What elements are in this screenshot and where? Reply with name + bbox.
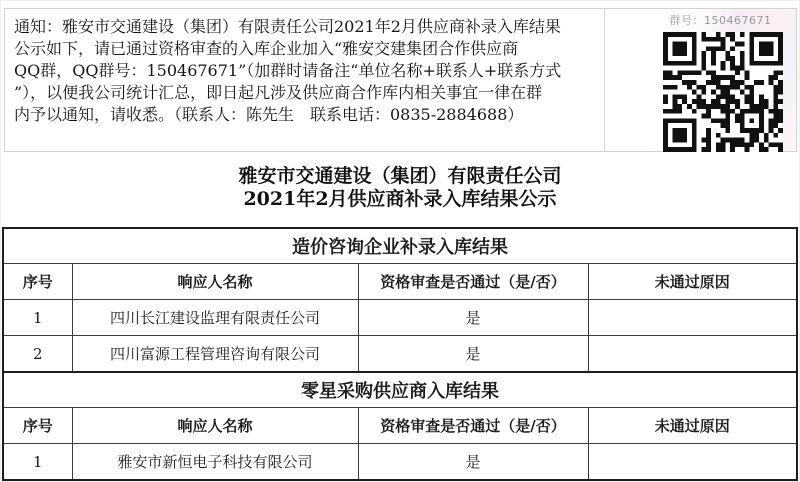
section-title: 零星采购供应商入库结果	[3, 372, 797, 408]
table-cell	[588, 336, 797, 373]
column-header-row	[3, 408, 797, 444]
table-cell: 是	[358, 300, 588, 336]
column-header: 序号	[3, 264, 72, 300]
table-cell: 是	[358, 444, 588, 481]
column-header: 资格审查是否通过（是/否）	[358, 408, 588, 444]
qq-group-number-label: 群号：150467671	[669, 14, 772, 27]
table-cell: 是	[358, 336, 588, 373]
document-title-line1: 雅安市交通建设（集团）有限责任公司	[238, 165, 562, 187]
notice-line-2: 公示如下，请已通过资格审查的入库企业加入“雅安交建集团合作供应商	[14, 39, 519, 58]
table-cell: 1	[3, 444, 72, 481]
table-cell: 四川长江建设监理有限责任公司	[72, 300, 358, 336]
table-row	[3, 336, 797, 373]
table-cell	[588, 444, 797, 481]
document-title-line2: 2021年2月供应商补录入库结果公示	[243, 188, 557, 210]
section-row-2	[3, 372, 797, 408]
notice-text	[5, 9, 604, 151]
section-row-1	[3, 228, 797, 264]
column-header: 响应人名称	[72, 264, 358, 300]
column-header: 序号	[3, 408, 72, 444]
table-cell: 2	[3, 336, 72, 373]
notice-line-4: ”），以便我公司统计汇总，即日起凡涉及供应商合作库内相关事宜一律在群	[14, 83, 543, 102]
table-cell: 四川富源工程管理咨询有限公司	[72, 336, 358, 373]
column-header: 未通过原因	[588, 408, 797, 444]
table-cell: 雅安市新恒电子科技有限公司	[72, 444, 358, 481]
table-row	[3, 300, 797, 336]
section-title: 造价咨询企业补录入库结果	[3, 228, 797, 264]
notice-line-3: QQ群，QQ群号：150467671”（加群时请备注“单位名称+联系人+联系方式	[14, 61, 562, 80]
column-header-row	[3, 264, 797, 300]
column-header: 未通过原因	[588, 264, 797, 300]
document-title	[0, 165, 800, 211]
notice-line-1: 通知：雅安市交通建设（集团）有限责任公司2021年2月供应商补录入库结果	[14, 17, 561, 36]
column-header: 资格审查是否通过（是/否）	[358, 264, 588, 300]
notice-section	[4, 8, 797, 152]
results-table	[2, 227, 798, 481]
column-header: 响应人名称	[72, 408, 358, 444]
qr-panel	[604, 9, 796, 151]
table-cell: 1	[3, 300, 72, 336]
table-cell	[588, 300, 797, 336]
qq-group-qr-code-icon	[663, 32, 783, 152]
table-row	[3, 444, 797, 481]
notice-line-5: 内予以通知，请收悉。（联系人：陈先生 联系电话：0835-2884688）	[14, 105, 524, 124]
